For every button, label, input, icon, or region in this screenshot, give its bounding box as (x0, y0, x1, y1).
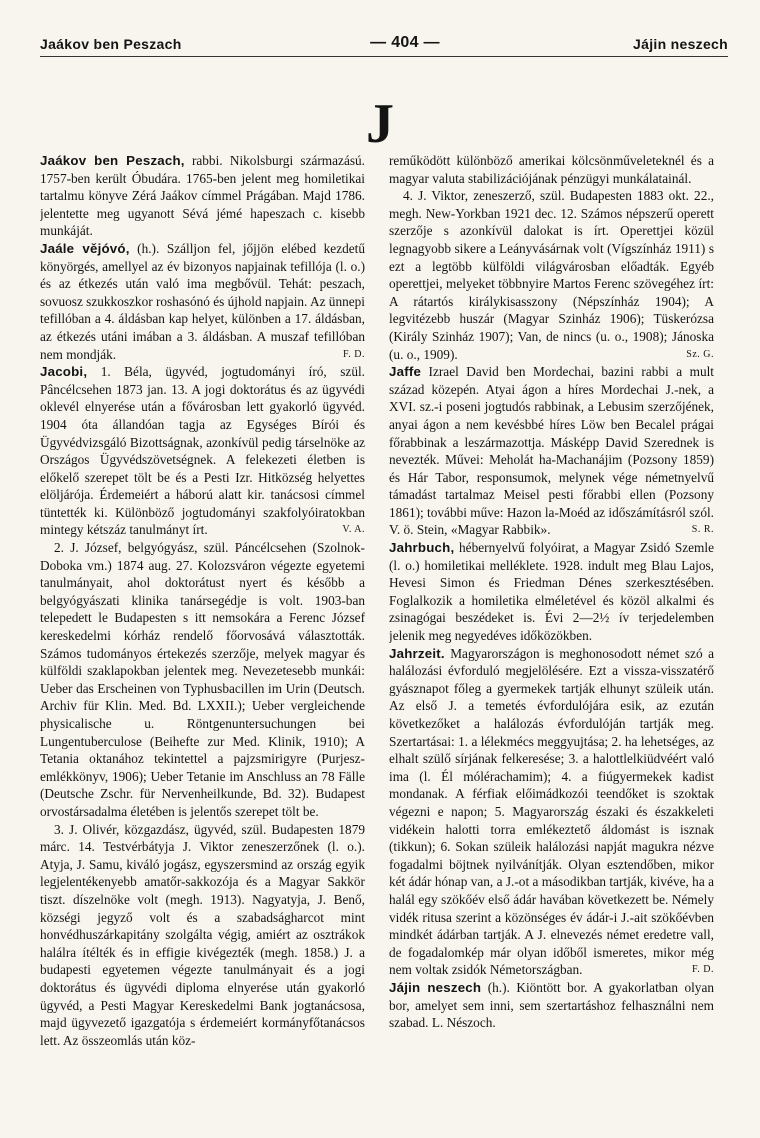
running-header (40, 34, 728, 56)
entry-jaffe (389, 363, 714, 539)
entry-text: 2. J. József, belgyógyász, szül. Páncélcsehen (Szolnok-Doboka vm.) 1874 aug. 27. Kolozsváron végezte egyetemi tanulmányait, ahol doktorátust nyert és később a belgyógyászati klinika tanársegédje is volt. 1903-ban telepedett le Budapesten s itt nemsokára a Ferenc József kereskedelmi kórház rendelő főorvosává választották. Számos tudományos értekezés szerzője, melyek magyar és külföldi szaklapokban jelentek meg. Nevezetesebb munkái: Ueber das Erscheinen von Typhusbacillen im Urin (Deutsch. Archiv für Klin. Med. Bd. LXXII.); Ueber vergleichende physicalische u. Röntgenuntersuchungen bei Lungentuberculose (Beihefte zur Med. Klinik, 1910); A Tetania oktanához tekintettel a pajzsmirigyre (Purjesz-emlékkönyv, 1906); Ueber Tetanie im Anschluss an 78 Fälle (Deutsche Zschr. für Nervenheilkunde, Bd. 32). Budapest orvostársadalma életében is jelentős szerepet tölt be. (40, 540, 365, 819)
entry-jajin-neszech (389, 979, 714, 1032)
header-right-guideword: Jájin neszech (633, 36, 728, 52)
entry-text: (h.). Szálljon fel, jőjjön elébed kezdetű könyörgés, amellyel az év bizonyos napjainak tefillója (l. o.) és az étkezés után való ima megbővül. Tehát: peszach, sovuosz szukkoszkor roshasónó és újhold napjain. Az ünnepi tefillóban a 4. áldásban kap helyet, különben a 17. áldásban, az étkezés utáni imában a 3. áldásban. A muszaf tefillóban nem mondják. (40, 240, 365, 362)
entry-headword: Jájin neszech (389, 979, 482, 995)
entry-jahrzeit (389, 645, 714, 979)
entry-headword: Jaffe (389, 364, 422, 380)
left-column (40, 152, 365, 1132)
entry-text: Izrael David ben Mordechai, bazini rabbi a mult század közepén. Atyai ágon a híres Mordechai J.-nek, a XVI. sz.-i poseni jogtudós rabbinak, a Lebusim szerzőjének, anyai ágon a nem kevésbbé híres Löw ben Becalel prágai főrabbinak a leszármazottja. Másképp David Szerednek is nevezték. Művei: Meholát ha-Machanájim (Pozsony 1859) és Hár Tabor, responsumok, melynek vége németnyelvű támadást tartalmaz Meisel pesti főrabbi ellen (Pozsony 1861); további műve: Hazon la-Moéd az időszámításról szól. V. ö. Stein, «Magyar Rabbik». (389, 364, 714, 538)
header-left-guideword: Jaákov ben Peszach (40, 36, 182, 52)
author-signature: V. A. (342, 524, 365, 536)
entry-text: reműködött különböző amerikai kölcsönműveleteknél és a magyar valuta stabilizációjának pénzügyi munkálatainál. (389, 153, 714, 186)
entry-text: 3. J. Olivér, közgazdász, ügyvéd, szül. Budapesten 1879 márc. 14. Testvérbátyja J. Viktor zeneszerzőnek (l. o.). Atyja, J. Samu, kiváló jogász, egyszersmind az ország egyik legjelentékenyebb amatőr-sakkozója és a Magyar Sakkör tiszt. díszelnöke volt (megh. 1913). Nagyatyja, J. Benő, községi jegyző volt és a szabadságharcot mint honvédhuszárkapitány szolgálta végig, amiért az osztrákok halálra ítélték és in effigie kivégezték (megh. 1858.) J. a budapesti egyetemen végezte tanulmányait és a jogi doktorátus és ügyvédi diploma elnyerése után gyakorló ügyvéd, a Pesti Magyar Kereskedelmi Bank jogtanácsosa, majd ügyvezető igazgatója s érdemeiért kormányfőtanácsos lett. Az összeomlás után köz- (40, 821, 365, 1048)
entry-headword: Jacobi, (40, 364, 88, 380)
entry-headword: Jahrzeit. (389, 645, 445, 661)
right-column (389, 152, 714, 1132)
entry-jacobi-bela (40, 363, 365, 539)
header-rule (40, 56, 728, 57)
entry-headword: Jahrbuch, (389, 540, 455, 556)
entry-text: hébernyelvű folyóirat, a Magyar Zsidó Szemle (l. o.) homiletikai melléklete. 1928. indult meg Blau Lajos, Hevesi Simon és Friedman Dénes szerkesztésében. Foglalkozik a homiletika elméletével és közöl alkalmi és zsinagógai beszédeket is. Évi 2—2½ ív terjedelemben jelenik meg negyedéves időközökben. (389, 540, 714, 644)
entry-headword: Jaále vějóvó, (40, 240, 130, 256)
entry-text: Magyarországon is meghonosodott német szó a halálozási évforduló megjelölésére. Ezt a vissza-visszatérő gyásznapot főleg a gyermekek tartják elhunyt szüleik után. Az első J. a temetés évfordulójára esik, az ezután következőket a halálozás évfordulóján tartják meg. Szertartásai: 1. a lélekmécs meggyujtása; 2. ha lehetséges, az elhalt szülő sírjának felkeresése; 3. a halottlelkiüdvéért való ima (l. Él mólérachamim); 4. a fiúgyermekek kadist mondanak. A férfiak előimádkozói teendőket is szoktak végezni e napon; 5. Magyarország északi és északkeleti vidékein halotti torra emlékeztető áldomást is isznak (tikkun); 6. Sokan szüleik halálozási napját magukra nézve fogadalmi böjtnek nyilvánítják. Olyan esztendőben, mikor két ádár hónap van, a J.-ot a másodikban tartják, kivéve, ha a halál egy szökőév első ádár havában következett be. Némely vidék ritusa szerint a közönséges év ádár-i J.-ait szökőévben mindkét ádárban tartják. A J. elnevezés német eredetre vall, de fogadalomkép már olyan időből ismeretes, mikor még nem voltak zsidók Németországban. (389, 645, 714, 978)
entry-text: 1. Béla, ügyvéd, jogtudományi író, szül. Pâncélcsehen 1873 jan. 13. A jogi doktorátus és az ügyvédi oklevél elnyerése után a fővárosban lett gyakorló ügyvéd. 1904 óta állandóan tagja az Egységes Bírói és Ügyvédvizsgáló Bizottságnak, azonkívül pedig társelnöke az Országos Ügyvédszövetségnek. A felekezeti életben is előkelő szerepet tölt be és a Pesti Izr. Hitközség helyettes elöljárója. Érdemeiért a háború alatt kir. tanácsosi címmel tüntették ki. Különböző jogtudományi szakfolyóiratokban mintegy kétszáz tanulmányt írt. (40, 364, 365, 538)
entry-jaakov-ben-peszach (40, 152, 365, 240)
author-signature: S. R. (691, 524, 714, 536)
entry-jacobi-oliver (40, 821, 365, 1050)
entry-jacobi-oliver-continued (389, 152, 714, 187)
entry-text: (h.). Kiöntött bor. A gyakorlatban olyan bor, amelyet sem inni, sem szertartáshoz felhasználni nem szabad. L. Nészoch. (389, 979, 714, 1031)
author-signature: Sz. G. (686, 348, 714, 360)
page-number: — 404 — (370, 34, 440, 51)
entry-jacobi-jozsef (40, 539, 365, 821)
entry-text: rabbi. Nikolsburgi származású. 1757-ben került Óbudára. 1765-ben jelent meg homiletikai tartalmu könyve Zérá Jaákov címmel Prágában. Majd 1786. jelentette meg ugyanott Sévá jémé hapeszach c. kisebb munkáját. (40, 153, 365, 239)
section-letter: J (366, 93, 394, 155)
entry-text: 4. J. Viktor, zeneszerző, szül. Budapesten 1883 okt. 22., megh. New-Yorkban 1921 dec. 12. Számos népszerű operett szerzője s azonkívül dalokat is írt. Operettjei közül legnagyobb sikere a Leányvásárnak volt (Vígszínház 1911) s ezt a legtöbb külföldi világvárosban előadták. Egyéb operettjei, melyeket többnyire Martos Ferenc szövegéhez írt: A rátartós királykisasszony (Népszínház 1904); A legvitézebb huszár (Magyar Szinház 1906); Tüskerózsa (Király Szinház 1907); Van, de nincs (u. o., 1908); Jánoska (u. o., 1909). (389, 188, 714, 362)
entry-jaale-vejovo (40, 240, 365, 363)
author-signature: F. D. (343, 348, 365, 360)
entry-jahrbuch (389, 539, 714, 645)
entry-jacobi-viktor (389, 187, 714, 363)
author-signature: F. D. (692, 964, 714, 976)
entry-headword: Jaákov ben Peszach, (40, 153, 185, 168)
